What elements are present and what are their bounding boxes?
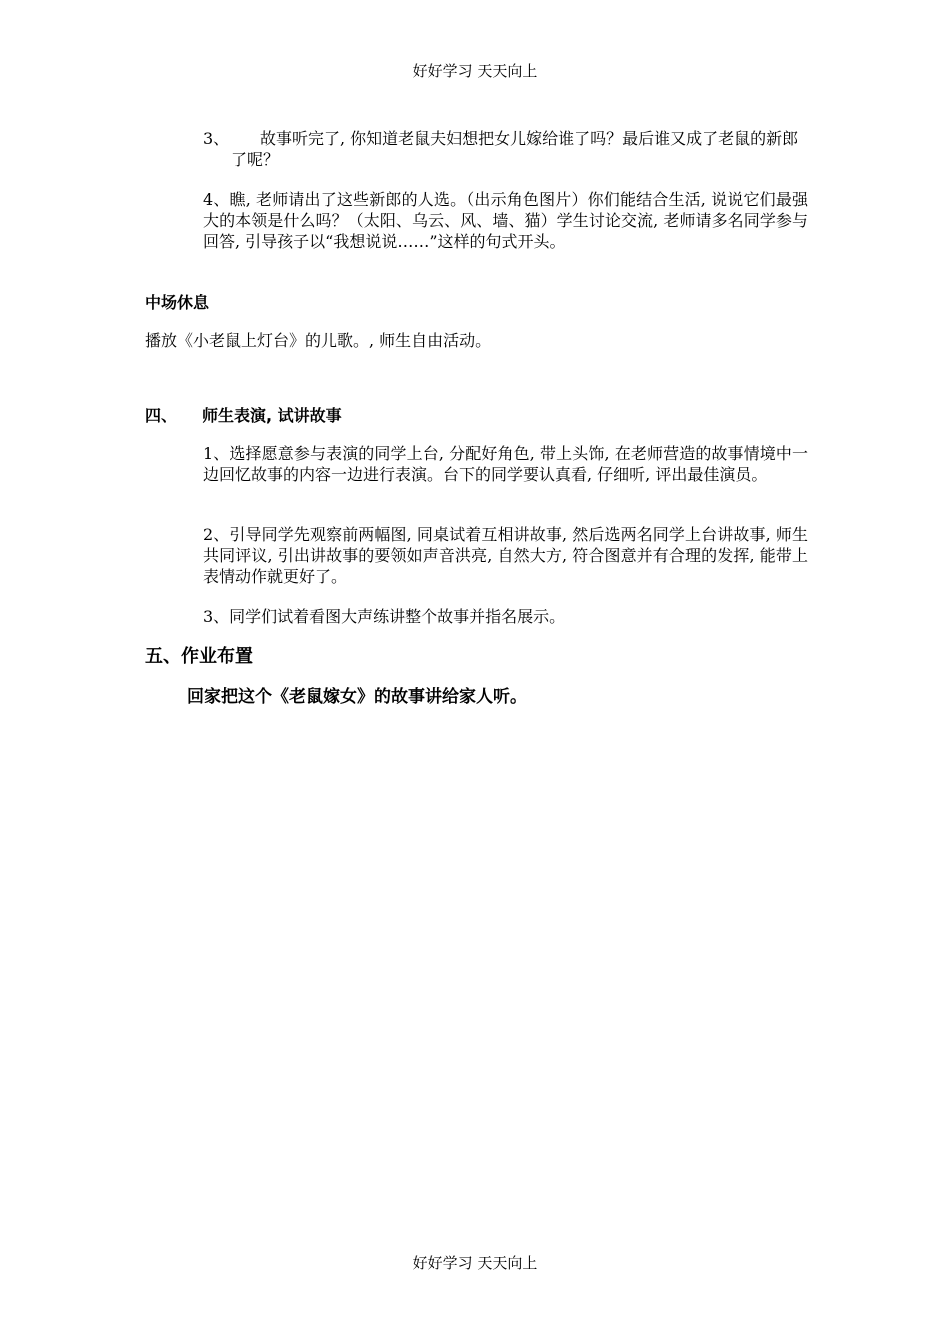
section-number: 四、	[145, 406, 178, 425]
list-item-number: 3、	[203, 129, 230, 148]
list-item-4: 4、瞧, 老师请出了这些新郎的人选。（出示角色图片）你们能结合生活, 说说它们最强大的本领是什么吗？（太阳、乌云、风、墙、猫）学生讨论交流, 老师请多名同学参与回答, 引导孩子以“我想说说……”这样的句式开头。	[203, 190, 808, 251]
section-title-text: 师生表演, 试讲故事	[202, 406, 342, 425]
list-item-text: 故事听完了, 你知道老鼠夫妇想把女儿嫁给谁了吗？最后谁又成了老鼠的新郎了呢？	[231, 129, 799, 169]
break-text: 播放《小老鼠上灯台》的儿歌。, 师生自由活动。	[145, 331, 492, 350]
homework-text: 回家把这个《老鼠嫁女》的故事讲给家人听。	[187, 687, 527, 707]
page-header: 好好学习 天天向上	[412, 62, 538, 80]
section-five-title: 五、作业布置	[145, 646, 253, 667]
list-item-3	[203, 128, 808, 170]
list-item: 1、选择愿意参与表演的同学上台, 分配好角色, 带上头饰, 在老师营造的故事情境中一边回忆故事的内容一边进行表演。台下的同学要认真看, 仔细听, 评出最佳演员。	[203, 444, 808, 484]
list-item: 3、同学们试着看图大声练讲整个故事并指名展示。	[203, 607, 566, 626]
page-footer: 好好学习 天天向上	[412, 1254, 538, 1272]
break-title: 中场休息	[145, 293, 210, 312]
section-four-title	[145, 405, 342, 426]
list-item: 2、引导同学先观察前两幅图, 同桌试着互相讲故事, 然后选两名同学上台讲故事, 师生共同评议, 引出讲故事的要领如声音洪亮, 自然大方, 符合图意并有合理的发挥, 能带上表情动作就更好了。	[203, 525, 808, 586]
